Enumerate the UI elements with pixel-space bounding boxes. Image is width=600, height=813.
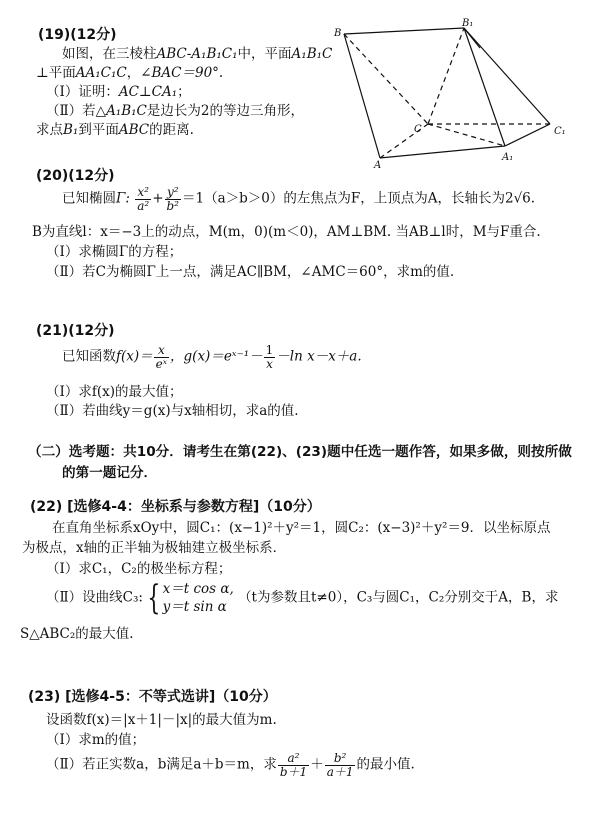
label-C: C [414, 124, 422, 135]
q19-part2-text5: 的距离. [149, 122, 194, 138]
q23-part2-text: （Ⅱ）若正实数a，b满足a＋b＝m，求 [46, 756, 277, 773]
q19-intro-text: 如图，在三棱柱 [62, 46, 157, 62]
q23-part2-text2: 的最小值. [356, 756, 415, 773]
q20-line1: 已知椭圆Γ: $\frac{\text{x²}}{\text{a²}}$ + $\frac{\text{y²}}{\text{b²}}$ ＝1（a＞b＞0）的左焦点为F，上顶点为A，长轴长为2√6. [62, 185, 536, 213]
q22-header: (22) [选修4-4：坐标系与参数方程]（10分） [30, 499, 321, 515]
q23-part1: （Ⅰ）求m的值； [46, 732, 146, 748]
q21-line1 [62, 344, 362, 370]
q19-angle: ∠BAC＝90°. [140, 65, 224, 81]
label-C1: C₁ [554, 126, 566, 137]
q19-plane1: A₁B₁C [291, 46, 333, 62]
frac-num: x [154, 344, 169, 358]
q20-gamma: Γ: [116, 190, 130, 207]
q22-part1: （Ⅰ）求C₁，C₂的极坐标方程； [46, 561, 232, 577]
q23-part2 [46, 752, 415, 778]
section2-line1: （二）选考题：共10分．请考生在第(22)、(23)题中任选一题作答，如果多做，则按所做 [28, 444, 572, 460]
q20-line2: B为直线l：x＝−3上的动点，M(m，0)(m＜0)，AM⊥BM. 当AB⊥l时，M与F重合. [32, 224, 541, 240]
q19-part2-text2: 是边长为2的等边三角形， [146, 103, 304, 119]
q19-comma: ， [126, 65, 141, 81]
frac-den: x [266, 356, 273, 371]
frac-y2-b2 [165, 186, 182, 212]
frac-num: b² [325, 752, 356, 766]
q22-part2-text2: （t为参数且t≠0），C₃与圆C₁，C₂分别交于A，B，求 [238, 589, 559, 606]
frac-num: x² [135, 186, 151, 200]
q19-part1 [46, 80, 191, 100]
section2-line2: 的第一题记分． [62, 465, 158, 481]
q23-line1: 设函数f(x)＝|x＋1|－|x|的最大值为m. [46, 712, 277, 728]
q19-header: (19)(12分) [38, 27, 117, 43]
q19-line2 [36, 61, 223, 81]
label-A1: A₁ [502, 152, 514, 163]
q21-header: (21)(12分) [36, 323, 115, 339]
case-x: x＝t cos α, [162, 581, 234, 597]
q22-part2-text: （Ⅱ）设曲线C₃: [46, 589, 143, 606]
frac-num: a² [278, 752, 309, 766]
q20-part2: （Ⅱ）若C为椭圆Γ上一点，满足AC∥BM，∠AMC＝60°，求m的值. [46, 264, 455, 280]
q19-plane2: AA₁C₁C [75, 65, 127, 81]
q20-text2: ＝1（a＞b＞0）的左焦点为F，上顶点为A，长轴长为2 [182, 190, 514, 207]
q19-prism: ABC-A₁B₁C₁ [156, 46, 238, 62]
q19-part1-label: （Ⅰ）证明： [46, 84, 119, 100]
q19-part2 [46, 99, 304, 119]
q22-part2 [46, 580, 558, 616]
frac-1-x [264, 344, 276, 370]
q19-plane3: ABC [118, 122, 150, 138]
label-A: A [374, 160, 382, 168]
frac-den: a＋1 [326, 764, 354, 779]
q20-part1: （Ⅰ）求椭圆Γ的方程； [46, 244, 183, 260]
q23-header: (23) [选修4-5：不等式选讲]（10分） [28, 689, 277, 705]
q21-fx: f(x)＝ [116, 348, 153, 365]
q19-line2-text: ⊥平面 [36, 65, 76, 81]
q21-part1: （Ⅰ）求f(x)的最大值； [46, 384, 183, 400]
frac-den: b² [166, 198, 179, 213]
q19-point: B₁ [63, 122, 79, 138]
q21-tail: －ln x－x＋a. [276, 348, 362, 365]
q19-part1-expr: AC⊥CA₁ [118, 84, 178, 100]
q22-end: S△ABC₂的最大值. [20, 626, 134, 642]
q19-intro [62, 42, 332, 62]
sqrt6: √6 [513, 190, 531, 207]
frac-x2-a2 [135, 186, 151, 212]
q22-line1: 在直角坐标系xOy中，圆C₁：(x−1)²＋y²＝1，圆C₂：(x−3)²＋y²＝9．以坐标原点 [52, 520, 551, 536]
frac-num: 1 [265, 343, 274, 357]
q19-intro-text2: 中，平面 [237, 46, 292, 62]
param-cases [163, 580, 234, 616]
case-y: y＝t sin α [162, 599, 227, 615]
plus-sign: ＋ [310, 756, 324, 773]
frac-x-ex [154, 344, 169, 370]
q19-part1-end: ； [177, 84, 191, 100]
q19-part2-cont [36, 118, 194, 138]
q22-line2: 为极点，x轴的正半轴为极轴建立极坐标系． [22, 540, 287, 556]
q21-text: 已知函数 [62, 348, 116, 365]
frac-b2 [325, 752, 356, 778]
label-B: B [334, 28, 342, 39]
q19-part2-text4: 到平面 [78, 122, 119, 138]
frac-num: y² [165, 186, 182, 200]
q20-header: (20)(12分) [36, 168, 115, 184]
label-B1: B₁ [462, 18, 474, 29]
frac-a2 [278, 752, 309, 778]
q20-period: . [530, 190, 536, 207]
q20-text: 已知椭圆 [62, 190, 116, 207]
q19-part2-text3: 求点 [36, 122, 63, 138]
q21-gx: ，g(x)＝eˣ⁻¹－ [170, 348, 263, 365]
frac-den: a² [137, 198, 150, 213]
left-brace: { [147, 578, 161, 618]
q19-part2-triangle: A₁B₁C [106, 103, 147, 119]
q19-part2-text: （Ⅱ）若△ [46, 103, 107, 119]
frac-den: eˣ [155, 356, 168, 371]
q21-part2: （Ⅱ）若曲线y＝g(x)与x轴相切，求a的值. [46, 403, 299, 419]
frac-den: b＋1 [279, 764, 308, 779]
prism-figure [330, 18, 580, 168]
